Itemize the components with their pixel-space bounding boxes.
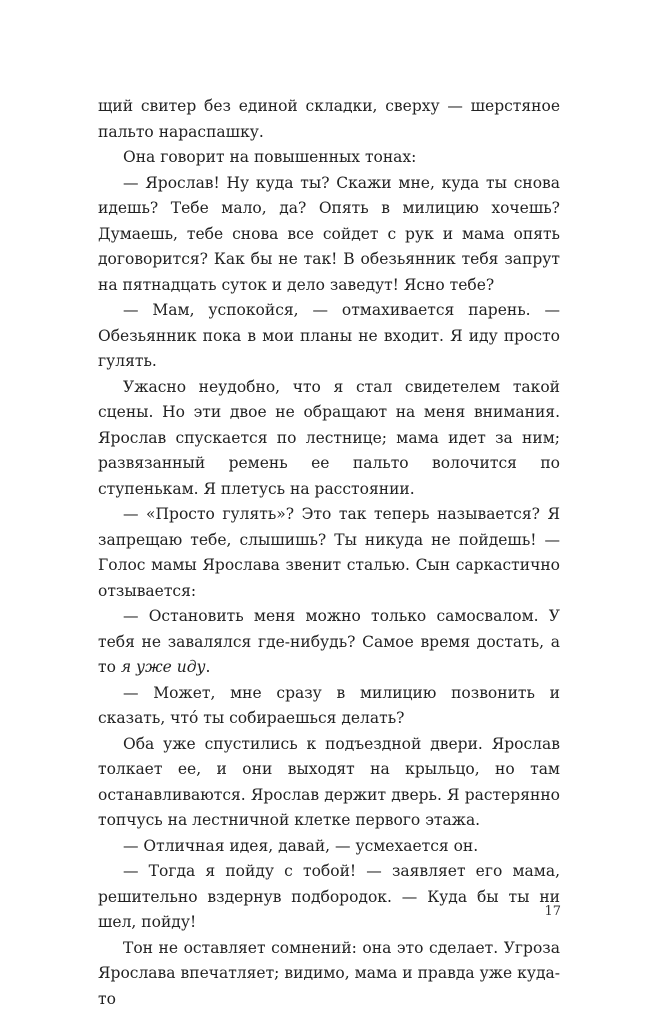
paragraph (98, 604, 560, 681)
paragraph: — Ярослав! Ну куда ты? Скажи мне, куда ты снова идешь? Тебе мало, да? Опять в милицию хочешь? Думаешь, тебе снова все сойдет с рук и мама опять договорится? Как бы не так! В обезьянник тебя запрут на пятнадцать суток и дело заведут! Ясно тебе? (98, 171, 560, 299)
paragraph: Ужасно неудобно, что я стал свидетелем такой сцены. Но эти двое не обращают на меня внимания. Ярослав спускается по лестнице; мама идет за ним; развязанный ремень ее пальто волочится по ступенькам. Я плетусь на расстоянии. (98, 375, 560, 503)
body-text (98, 94, 560, 1012)
paragraph-text: — Остановить меня можно только самосвалом. У тебя не завалялся где-нибудь? Самое время достать, а то (98, 607, 560, 676)
page-number: 17 (544, 904, 561, 920)
paragraph: — Отличная идея, давай, — усмехается он. (98, 834, 560, 860)
paragraph-end: . (206, 658, 211, 676)
paragraph: щий свитер без единой складки, сверху — шерстяное пальто нараспашку. (98, 94, 560, 145)
paragraph: — «Просто гулять»? Это так теперь называется? Я запрещаю тебе, слышишь? Ты никуда не пойдешь! — Голос мамы Ярослава звенит сталью. Сын саркастично отзывается: (98, 502, 560, 604)
paragraph: — Может, мне сразу в милицию позвонить и сказать, что́ ты собираешься делать? (98, 681, 560, 732)
paragraph: Она говорит на повышенных тонах: (98, 145, 560, 171)
paragraph: — Мам, успокойся, — отмахивается парень. — Обезьянник пока в мои планы не входит. Я иду просто гулять. (98, 298, 560, 375)
paragraph: Оба уже спустились к подъездной двери. Ярослав толкает ее, и они выходят на крыльцо, но там останавливаются. Ярослав держит дверь. Я растерянно топчусь на лестничной клетке первого этажа. (98, 732, 560, 834)
paragraph: — Тогда я пойду с тобой! — заявляет его мама, решительно вздернув подбородок. — Куда бы ты ни шел, пойду! (98, 859, 560, 936)
paragraph: Тон не оставляет сомнений: она это сделает. Угроза Ярослава впечатляет; видимо, мама и правда уже куда-то (98, 936, 560, 1012)
emphasis-text: я уже иду (121, 658, 206, 676)
